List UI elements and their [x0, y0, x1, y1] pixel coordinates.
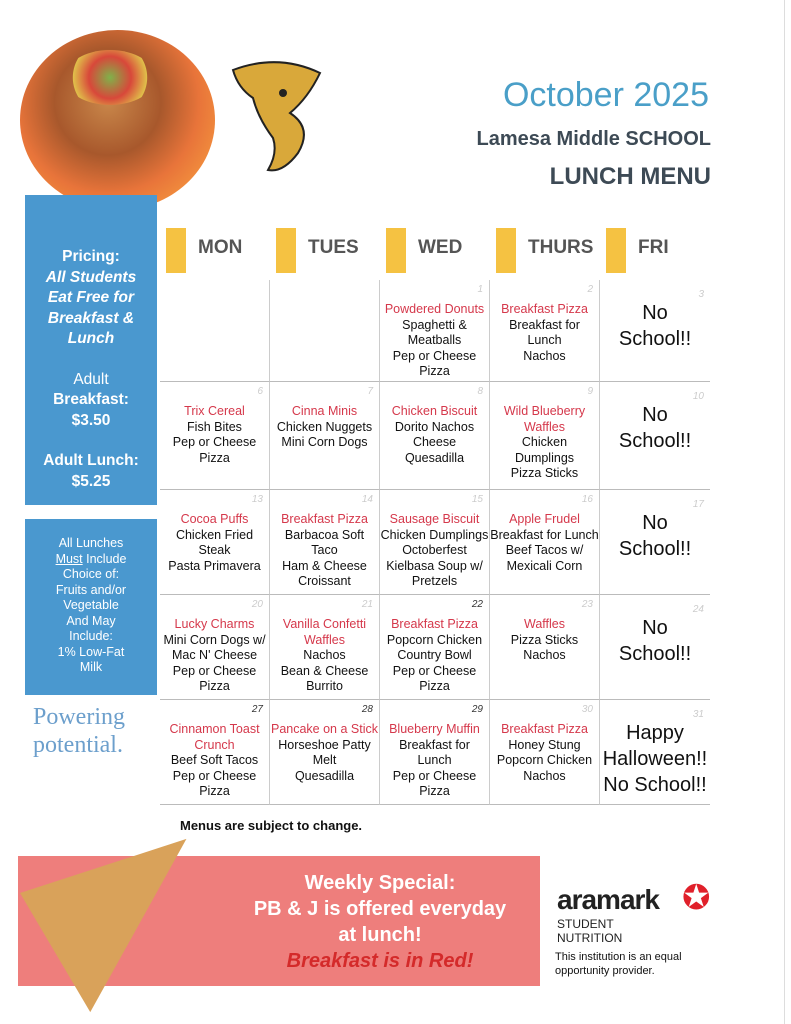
lunch-item: Mexicali Corn: [506, 558, 583, 573]
day-number: 23: [581, 599, 593, 610]
banner-text: [200, 870, 560, 974]
pricing-panel: [25, 195, 157, 505]
day-number: 16: [581, 494, 593, 505]
lunch-item: Mini Corn Dogs w/: [163, 632, 266, 647]
lunch-item: Steak: [198, 543, 231, 557]
no-school-note: No: [642, 617, 668, 639]
lunch-item: Quesadilla: [294, 768, 355, 783]
note-line: Include: [82, 551, 127, 566]
lunch-item: Quesadilla: [404, 450, 465, 465]
lunch-item: Mini Corn Dogs: [281, 435, 368, 449]
pricing-note: Lunch: [67, 330, 115, 347]
lunch-item: Nachos: [523, 348, 566, 363]
breakfast-item: Breakfast Pizza: [281, 512, 368, 526]
calendar-cell: [600, 382, 710, 490]
page-title: October 2025: [502, 76, 709, 114]
calendar-cell: [270, 700, 380, 805]
tornado-mascot-logo: [228, 58, 328, 178]
breakfast-item: Breakfast Pizza: [391, 617, 478, 631]
day-number: 1: [477, 284, 483, 295]
pricing-note: All Students: [45, 268, 137, 286]
calendar-cell: [490, 490, 600, 595]
day-number: 9: [587, 386, 593, 397]
lunch-item: Pep or Cheese: [392, 348, 477, 363]
day-header-mon: [160, 228, 270, 273]
day-header-thurs: [490, 228, 600, 273]
lunch-item: Breakfast for Lunch: [490, 527, 599, 542]
day-label: FRI: [638, 237, 669, 258]
no-school-note: Halloween!!: [602, 748, 708, 770]
lunch-item: Octoberfest: [402, 543, 467, 557]
day-number: 29: [471, 704, 483, 715]
lunch-item: Ham & Cheese: [282, 558, 367, 573]
pricing-note: Eat Free for: [47, 289, 135, 306]
lunch-item: Pep or Cheese: [172, 435, 257, 449]
breakfast-item: Breakfast Pizza: [501, 722, 588, 736]
calendar-cell: [600, 280, 710, 382]
equal-opportunity-note: This institution is an equal opportunity provider.: [555, 951, 682, 977]
breakfast-item: Chicken Biscuit: [391, 404, 478, 418]
lunch-item: Popcorn Chicken: [386, 632, 483, 647]
banner-line: PB & J is offered everyday: [253, 898, 507, 920]
lunch-item: Meatballs: [407, 333, 462, 347]
lunch-item: Beef Tacos w/: [505, 543, 584, 557]
lunch-item: Pep or Cheese: [392, 663, 477, 678]
day-number: 10: [692, 391, 704, 402]
day-number: 6: [257, 386, 263, 397]
tagline: [33, 703, 125, 759]
brand-sub: STUDENT: [557, 917, 614, 931]
day-number: 2: [587, 284, 593, 295]
lunch-item: Burrito: [306, 679, 343, 693]
lunch-item: Nachos: [303, 648, 346, 662]
note-line: Fruits and/or: [55, 582, 127, 597]
lunch-item: Taco: [311, 543, 338, 557]
adult-lunch-price: $5.25: [71, 472, 111, 490]
note-line: And May: [66, 613, 116, 628]
breakfast-item: Cinna Minis: [291, 404, 358, 418]
day-number: 8: [477, 386, 483, 397]
aramark-subtitle: [557, 917, 622, 945]
breakfast-item: Wild Blueberry Waffles: [503, 404, 586, 434]
calendar-cell: [160, 595, 270, 700]
adult-lunch-label: Adult Lunch:: [43, 452, 139, 469]
calendar-cell: [490, 595, 600, 700]
no-school-note: School!!: [618, 430, 692, 452]
day-label: TUES: [308, 237, 359, 258]
day-number: 21: [361, 599, 373, 610]
note-must: Must: [55, 551, 83, 566]
lunch-item: Chicken Fried: [175, 527, 254, 542]
calendar-cell: [490, 700, 600, 805]
pricing-note: Breakfast &: [47, 309, 135, 327]
aramark-star-person-icon: ✪: [682, 879, 711, 917]
day-number: 15: [471, 494, 483, 505]
lunch-item: Dorito Nachos: [394, 419, 475, 434]
day-number: 17: [692, 499, 704, 510]
day-number: 22: [471, 599, 483, 610]
lunch-item: Melt: [312, 753, 337, 767]
no-school-note: No School!!: [603, 774, 707, 796]
breakfast-item: Lucky Charms: [174, 617, 255, 631]
lunch-item: Chicken Nuggets: [276, 419, 373, 434]
day-number: 24: [692, 604, 704, 615]
day-label: THURS: [528, 237, 594, 258]
calendar-cell: [600, 490, 710, 595]
day-header-tues: [270, 228, 380, 273]
day-number: 30: [581, 704, 593, 715]
no-school-note: No: [642, 512, 668, 534]
day-header-wed: [380, 228, 490, 273]
food-plate-photo: [20, 30, 215, 210]
tagline-line: potential.: [33, 732, 123, 758]
lunch-item: Pizza: [199, 679, 230, 693]
menu-calendar: [160, 280, 710, 805]
banner-line: Weekly Special:: [304, 872, 456, 894]
breakfast-item: Apple Frudel: [509, 512, 580, 526]
lunch-requirements-panel: [25, 519, 157, 695]
day-number: 14: [361, 494, 373, 505]
calendar-cell: [380, 382, 490, 490]
banner-line: at lunch!: [338, 924, 422, 946]
school-name: Lamesa Middle SCHOOL: [476, 128, 711, 150]
day-marker: [166, 228, 186, 273]
pricing-label: Pricing:: [62, 248, 120, 265]
breakfast-item: Breakfast Pizza: [501, 302, 588, 316]
breakfast-item: Powdered Donuts: [384, 302, 485, 316]
lunch-item: Pizza: [419, 679, 450, 693]
banner-red-note: Breakfast is in Red!: [286, 950, 474, 972]
breakfast-item: Cinnamon Toast Crunch: [169, 722, 260, 752]
calendar-cell: [490, 280, 600, 382]
note-line: Include:: [69, 629, 113, 643]
adult-breakfast-label: Breakfast:: [53, 391, 129, 408]
note-line: Vegetable: [63, 598, 119, 612]
lunch-item: Mac N' Cheese: [171, 648, 258, 662]
lunch-item: Breakfast for: [399, 737, 470, 752]
day-number: 20: [251, 599, 263, 610]
lunch-item: Pretzels: [411, 574, 458, 588]
no-school-note: No: [642, 302, 668, 324]
day-number: 3: [698, 289, 704, 300]
lunch-item: Pizza: [199, 450, 230, 465]
breakfast-item: Trix Cereal: [184, 404, 245, 418]
calendar-cell: [490, 382, 600, 490]
lunch-item: Fish Bites: [187, 419, 242, 434]
day-number: 13: [251, 494, 263, 505]
day-number: 27: [251, 704, 263, 715]
calendar-cell: [380, 280, 490, 382]
brand-sub: NUTRITION: [557, 931, 623, 945]
lunch-item: Pizza: [199, 784, 230, 798]
breakfast-item: Cocoa Puffs: [180, 512, 249, 526]
lunch-item: Horseshoe Patty: [278, 737, 371, 752]
adult-breakfast-price: $3.50: [71, 411, 111, 429]
calendar-cell: [160, 490, 270, 595]
breakfast-item: Pancake on a Stick: [270, 722, 378, 736]
calendar-cell: [160, 382, 270, 490]
lunch-item: Lunch: [527, 333, 562, 347]
tagline-line: Powering: [33, 704, 125, 730]
lunch-item: Kielbasa Soup w/: [386, 558, 483, 573]
lunch-item: Pep or Cheese: [392, 768, 477, 783]
day-marker: [276, 228, 296, 273]
calendar-cell: [380, 490, 490, 595]
lunch-item: Pizza: [419, 784, 450, 798]
calendar-cell: [160, 280, 270, 382]
lunch-item: Bean & Cheese: [280, 663, 369, 678]
breakfast-item: Waffles: [524, 617, 565, 631]
adult-label: Adult: [73, 370, 109, 388]
calendar-cell: [600, 700, 710, 805]
no-school-note: School!!: [618, 328, 692, 350]
lunch-item: Pizza: [419, 364, 450, 378]
lunch-item: Country Bowl: [397, 648, 472, 662]
no-school-note: School!!: [618, 538, 692, 560]
lunch-item: Chicken Dumplings: [380, 527, 489, 542]
day-number: 28: [361, 704, 373, 715]
calendar-cell: [380, 595, 490, 700]
disclaimer: Menus are subject to change.: [180, 818, 363, 833]
lunch-item: Dumplings: [514, 450, 575, 465]
aramark-logo: aramark: [557, 884, 659, 915]
note-line: Choice of:: [62, 567, 120, 581]
lunch-item: Pizza Sticks: [510, 632, 579, 647]
lunch-item: Beef Soft Tacos: [170, 753, 259, 767]
day-label: WED: [418, 237, 463, 258]
page-edge: [784, 0, 785, 1024]
day-number: 31: [692, 709, 704, 720]
lunch-item: Pep or Cheese: [172, 663, 257, 678]
lunch-item: Breakfast for: [509, 317, 580, 332]
no-school-note: School!!: [618, 643, 692, 665]
lunch-item: Cheese: [412, 435, 457, 449]
lunch-item: Barbacoa Soft: [284, 527, 365, 542]
lunch-item: Lunch: [417, 753, 452, 767]
calendar-cell: [270, 382, 380, 490]
calendar-cell: [600, 595, 710, 700]
day-marker: [606, 228, 626, 273]
no-school-note: Happy: [626, 722, 684, 744]
lunch-item: Pizza Sticks: [510, 466, 579, 480]
note-line: 1% Low-Fat: [57, 644, 125, 659]
no-school-note: No: [642, 404, 668, 426]
lunch-item: Pasta Primavera: [168, 558, 261, 573]
lunch-item: Pep or Cheese: [172, 768, 257, 783]
note-line: Milk: [79, 660, 103, 674]
breakfast-item: Blueberry Muffin: [389, 722, 480, 736]
menu-subtitle: LUNCH MENU: [549, 163, 711, 190]
day-label: MON: [198, 237, 243, 258]
day-header-fri: [600, 228, 710, 273]
breakfast-item: Vanilla Confetti Waffles: [282, 617, 367, 647]
calendar-cell: [270, 595, 380, 700]
lunch-item: Nachos: [523, 648, 566, 662]
calendar-cell: [380, 700, 490, 805]
lunch-item: Spaghetti &: [402, 317, 467, 332]
note-line: All Lunches: [58, 536, 124, 550]
lunch-item: Nachos: [523, 768, 566, 783]
day-marker: [496, 228, 516, 273]
calendar-cell: [160, 700, 270, 805]
lunch-item: Popcorn Chicken: [496, 753, 593, 767]
calendar-cell: [270, 490, 380, 595]
calendar-cell: [270, 280, 380, 382]
lunch-item: Chicken: [521, 435, 568, 449]
day-marker: [386, 228, 406, 273]
lunch-item: Honey Stung: [508, 737, 581, 752]
day-number: 7: [367, 386, 373, 397]
lunch-item: Croissant: [298, 574, 351, 588]
breakfast-item: Sausage Biscuit: [389, 512, 480, 526]
